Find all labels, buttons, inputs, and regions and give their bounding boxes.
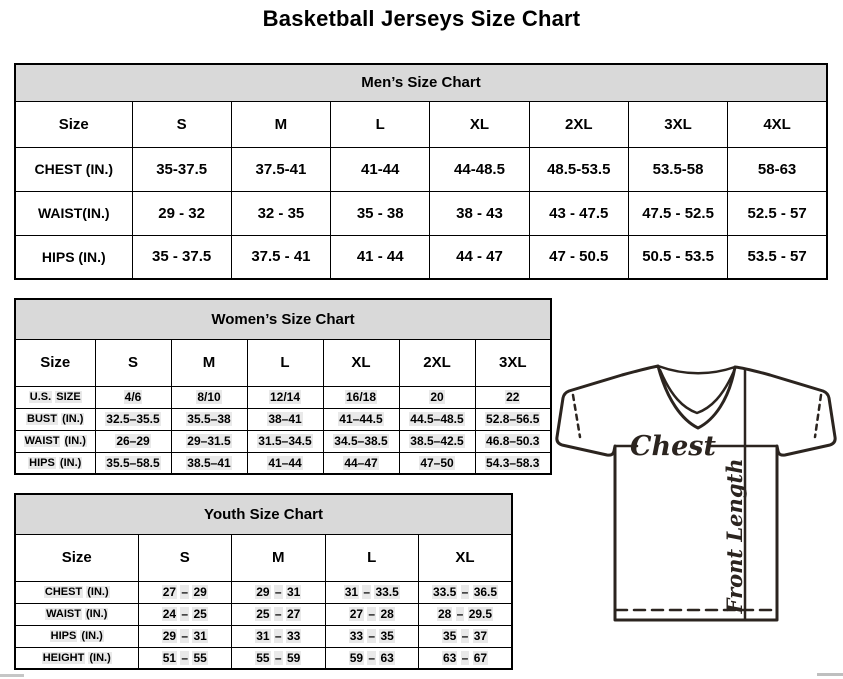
cell: 24 – 25 <box>138 603 232 625</box>
womens-col-size: Size <box>15 339 95 386</box>
table-row <box>15 191 827 235</box>
cell: 41-44 <box>331 147 430 191</box>
youth-col-s: S <box>138 534 232 581</box>
youth-col-m: M <box>232 534 326 581</box>
womens-header-row <box>15 339 551 386</box>
mens-col-2xl: 2XL <box>529 101 628 147</box>
table-row <box>15 647 512 669</box>
row-label: U.S. SIZE <box>15 386 95 408</box>
cell: 25 – 27 <box>232 603 326 625</box>
womens-size-table <box>14 298 552 475</box>
cell: 41–44.5 <box>323 408 399 430</box>
cell: 29–31.5 <box>171 430 247 452</box>
cell: 20 <box>399 386 475 408</box>
cell: 44 - 47 <box>430 235 529 279</box>
mens-header-row <box>15 101 827 147</box>
youth-header-row <box>15 534 512 581</box>
mens-size-table <box>14 63 828 280</box>
cell: 38.5–42.5 <box>399 430 475 452</box>
row-label: CHEST (IN.) <box>15 147 132 191</box>
womens-col-3xl: 3XL <box>475 339 551 386</box>
row-label: WAIST (IN.) <box>15 430 95 452</box>
cell: 26–29 <box>95 430 171 452</box>
cell: 28 – 29.5 <box>419 603 513 625</box>
cell: 37.5 - 41 <box>231 235 330 279</box>
cell: 47 - 50.5 <box>529 235 628 279</box>
table-row <box>15 452 551 474</box>
table-row <box>15 625 512 647</box>
horizontal-scrollbar-thumb-right[interactable] <box>817 673 843 676</box>
row-label: HIPS (IN.) <box>15 625 138 647</box>
cell: 27 – 28 <box>325 603 419 625</box>
cell: 31 – 33.5 <box>325 581 419 603</box>
cell: 48.5-53.5 <box>529 147 628 191</box>
youth-size-table <box>14 493 513 670</box>
cell: 63 – 67 <box>419 647 513 669</box>
cell: 44.5–48.5 <box>399 408 475 430</box>
mens-chart-title: Men’s Size Chart <box>15 64 827 101</box>
cell: 12/14 <box>247 386 323 408</box>
horizontal-scrollbar-thumb-left[interactable] <box>0 674 24 677</box>
cell: 33.5 – 36.5 <box>419 581 513 603</box>
cell: 59 – 63 <box>325 647 419 669</box>
table-row <box>15 235 827 279</box>
womens-col-xl: XL <box>323 339 399 386</box>
cell: 51 – 55 <box>138 647 232 669</box>
cell: 22 <box>475 386 551 408</box>
mens-col-size: Size <box>15 101 132 147</box>
cell: 47.5 - 52.5 <box>628 191 727 235</box>
mens-col-l: L <box>331 101 430 147</box>
table-row <box>15 408 551 430</box>
cell: 32.5–35.5 <box>95 408 171 430</box>
cell: 43 - 47.5 <box>529 191 628 235</box>
cell: 54.3–58.3 <box>475 452 551 474</box>
table-row <box>15 386 551 408</box>
mens-col-3xl: 3XL <box>628 101 727 147</box>
cell: 37.5-41 <box>231 147 330 191</box>
cell: 44–47 <box>323 452 399 474</box>
cell: 53.5-58 <box>628 147 727 191</box>
cell: 34.5–38.5 <box>323 430 399 452</box>
collar-rib-outer <box>658 366 735 373</box>
mens-col-xl: XL <box>430 101 529 147</box>
table-row <box>15 581 512 603</box>
cell: 35.5–38 <box>171 408 247 430</box>
cell: 32 - 35 <box>231 191 330 235</box>
cell: 8/10 <box>171 386 247 408</box>
cell: 50.5 - 53.5 <box>628 235 727 279</box>
cell: 38.5–41 <box>171 452 247 474</box>
cell: 31 – 33 <box>232 625 326 647</box>
cell: 52.5 - 57 <box>728 191 827 235</box>
cell: 27 – 29 <box>138 581 232 603</box>
womens-col-s: S <box>95 339 171 386</box>
mens-col-m: M <box>231 101 330 147</box>
table-row <box>15 430 551 452</box>
cell: 33 – 35 <box>325 625 419 647</box>
cell: 47–50 <box>399 452 475 474</box>
womens-col-2xl: 2XL <box>399 339 475 386</box>
cell: 35 – 37 <box>419 625 513 647</box>
cell: 41 - 44 <box>331 235 430 279</box>
cell: 41–44 <box>247 452 323 474</box>
cell: 16/18 <box>323 386 399 408</box>
cell: 35 - 37.5 <box>132 235 231 279</box>
cell: 38 - 43 <box>430 191 529 235</box>
jersey-outline <box>557 366 835 620</box>
cell: 52.8–56.5 <box>475 408 551 430</box>
page-title: Basketball Jerseys Size Chart <box>262 6 581 31</box>
cell: 46.8–50.3 <box>475 430 551 452</box>
womens-col-m: M <box>171 339 247 386</box>
cell: 29 – 31 <box>232 581 326 603</box>
cell: 35 - 38 <box>331 191 430 235</box>
cell: 55 – 59 <box>232 647 326 669</box>
womens-chart-title: Women’s Size Chart <box>15 299 551 339</box>
womens-col-l: L <box>247 339 323 386</box>
row-label: WAIST(IN.) <box>15 191 132 235</box>
jersey-diagram-svg <box>553 358 843 634</box>
front-length-label: Front Length <box>722 458 747 614</box>
youth-chart-title: Youth Size Chart <box>15 494 512 534</box>
row-label: WAIST (IN.) <box>15 603 138 625</box>
chest-label: Chest <box>630 431 716 462</box>
table-row <box>15 603 512 625</box>
mens-col-s: S <box>132 101 231 147</box>
cell: 35.5–58.5 <box>95 452 171 474</box>
youth-col-l: L <box>325 534 419 581</box>
cell: 35-37.5 <box>132 147 231 191</box>
row-label: CHEST (IN.) <box>15 581 138 603</box>
mens-col-4xl: 4XL <box>728 101 827 147</box>
cell: 38–41 <box>247 408 323 430</box>
cell: 29 - 32 <box>132 191 231 235</box>
cell: 58-63 <box>728 147 827 191</box>
youth-col-xl: XL <box>419 534 513 581</box>
cell: 53.5 - 57 <box>728 235 827 279</box>
youth-col-size: Size <box>15 534 138 581</box>
jersey-measurement-diagram <box>553 358 843 634</box>
cell: 31.5–34.5 <box>247 430 323 452</box>
table-row <box>15 147 827 191</box>
cell: 29 – 31 <box>138 625 232 647</box>
row-label: BUST (IN.) <box>15 408 95 430</box>
cell: 44-48.5 <box>430 147 529 191</box>
row-label: HEIGHT (IN.) <box>15 647 138 669</box>
row-label: HIPS (IN.) <box>15 452 95 474</box>
cell: 4/6 <box>95 386 171 408</box>
row-label: HIPS (IN.) <box>15 235 132 279</box>
